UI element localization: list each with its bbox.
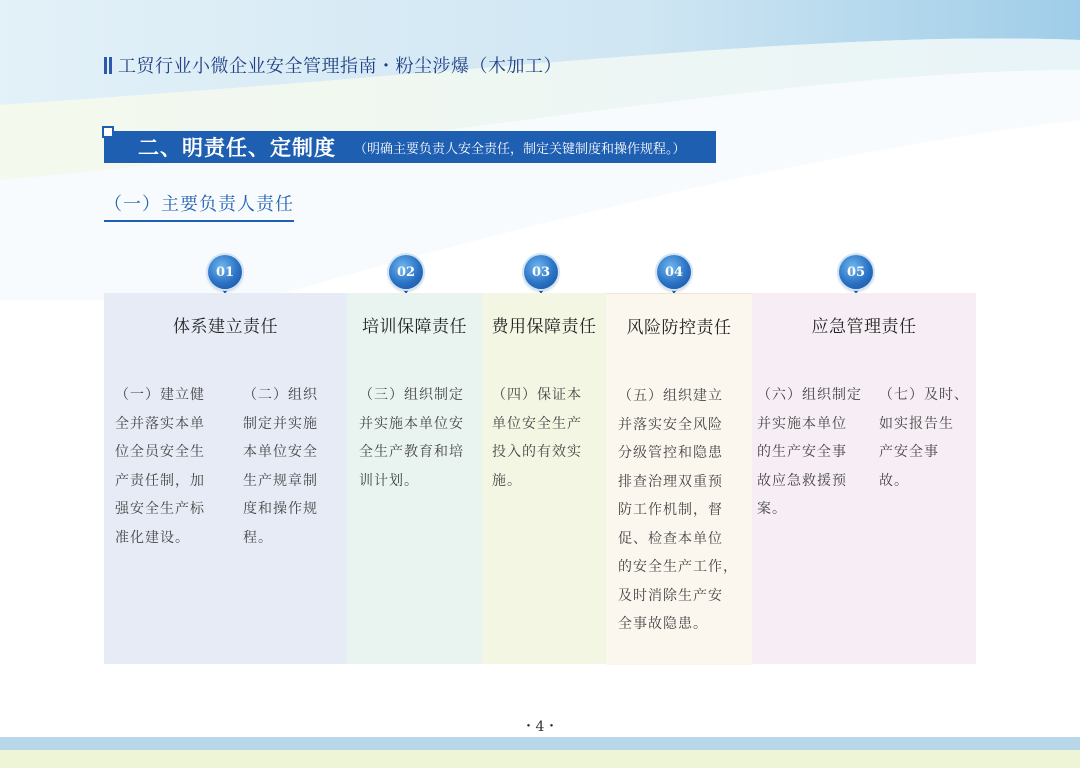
text-line: 的生产安全事 [757,444,847,460]
column-risk-control [606,293,752,665]
text-line: 案。 [757,501,787,517]
text-line: 施。 [492,472,522,489]
column-heading: 培训保障责任 [362,317,467,337]
marker-02 [389,255,423,295]
text-line: 产责任制，加 [115,472,205,489]
text-line: 准化建设。 [115,529,190,546]
text-line: 并落实安全风险 [618,416,723,433]
marker-label: 04 [657,255,691,289]
text-line: 故应急救援预 [757,472,847,489]
column-emergency-management [752,293,976,664]
marker-label: 01 [208,255,242,289]
paragraph-item-2 [243,381,341,552]
section-banner [104,131,716,163]
column-heading: 费用保障责任 [491,317,597,337]
text-line: 生产规章制 [243,472,318,489]
text-line: （一）建立健 [115,387,205,403]
section-subtitle: （明确主要负责人安全责任，制定关键制度和操作规程。） [354,141,686,157]
text-line: （二）组织 [243,387,318,403]
text-line: 促、检查本单位 [618,530,723,547]
text-line: 位全员安全生 [115,444,205,460]
marker-label: 05 [839,255,873,289]
text-line: （七）及时、 [879,387,969,403]
running-header [104,52,562,78]
column-heading: 应急管理责任 [811,317,917,337]
paragraph-item-1 [115,381,225,552]
section-title: 二、明责任、定制度 [138,136,336,160]
column-system-establishment [104,293,347,664]
running-header-title: 工贸行业小微企业安全管理指南・粉尘涉爆（木加工） [118,56,562,77]
text-line: 程。 [243,529,273,546]
text-line: 度和操作规 [243,501,318,517]
column-training-assurance [347,293,482,664]
paragraph-item-7 [879,381,973,495]
text-line: 及时消除生产安 [618,587,723,604]
marker-05 [839,255,873,295]
text-line: 的安全生产工作， [618,559,738,575]
footer-band [0,750,1080,768]
paragraph-item-3 [359,381,477,495]
text-line: 训计划。 [359,472,419,489]
text-line: （三）组织制定 [359,387,464,403]
text-line: 如实报告生 [879,415,954,432]
marker-01 [208,255,242,295]
text-line: 防工作机制，督 [618,502,723,518]
marker-04 [657,255,691,295]
text-line: 全事故隐患。 [618,616,708,632]
text-line: （六）组织制定 [757,387,862,403]
text-line: 强安全生产标 [115,501,205,517]
column-heading: 体系建立责任 [173,317,278,337]
text-line: 本单位安全 [243,444,318,460]
text-line: 排查治理双重预 [618,473,723,490]
header-bars-decoration [104,57,112,74]
text-line: 单位安全生产 [492,415,582,432]
footer-band [0,737,1080,750]
text-line: 并实施本单位 [757,415,847,432]
marker-03 [524,255,558,295]
section-corner-decoration [102,126,114,138]
column-heading: 风险防控责任 [626,318,732,338]
subsection-title: （一）主要负责人责任 [104,190,294,222]
text-line: 制定并实施 [243,415,318,432]
text-line: 全生产教育和培 [359,444,464,460]
text-line: 并实施本单位安 [359,415,464,432]
text-line: 产安全事 [879,444,939,460]
marker-label: 03 [524,255,558,289]
column-funding-assurance [482,293,606,664]
text-line: （五）组织建立 [618,388,723,404]
text-line: 投入的有效实 [492,444,582,460]
text-line: （四）保证本 [492,387,582,403]
paragraph-item-4 [492,381,598,495]
text-line: 分级管控和隐患 [618,445,723,461]
paragraph-item-6 [757,381,867,524]
paragraph-item-5 [618,382,746,639]
marker-label: 02 [389,255,423,289]
text-line: 故。 [879,472,909,489]
text-line: 全并落实本单 [115,415,205,432]
page-number: ・4・ [521,719,559,735]
responsibility-table [104,293,976,664]
